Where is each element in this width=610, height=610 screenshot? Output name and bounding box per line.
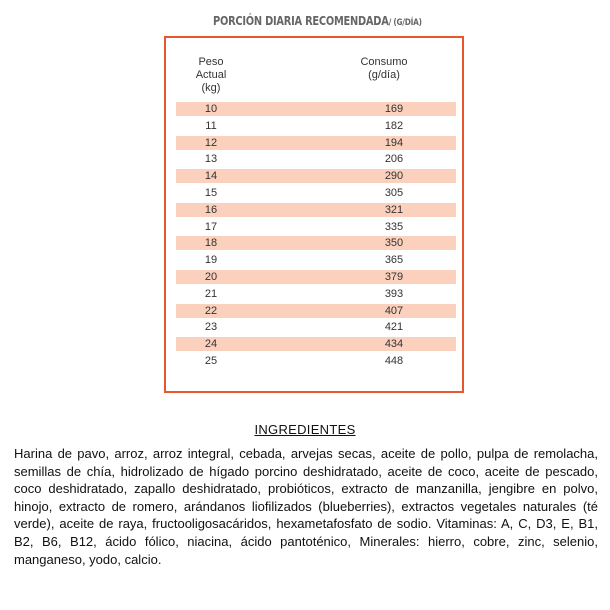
table-row (176, 304, 456, 318)
consumption-cell: 194 (384, 136, 404, 149)
table-row (176, 136, 456, 150)
feeding-table (164, 36, 464, 393)
consumption-cell: 290 (384, 170, 404, 183)
table-row (176, 287, 456, 301)
ingredients-heading: INGREDIENTES (254, 422, 356, 437)
table-row (176, 119, 456, 133)
page-title (213, 14, 422, 28)
weight-cell: 20 (204, 270, 218, 283)
consumption-cell: 448 (384, 354, 404, 367)
table-row (176, 253, 456, 267)
consumption-cell: 421 (384, 321, 404, 334)
consumption-cell: 393 (384, 287, 404, 300)
consumption-cell: 335 (384, 220, 404, 233)
table-row (176, 152, 456, 166)
consumption-cell: 182 (384, 119, 404, 132)
weight-header-line: Peso (198, 56, 224, 68)
weight-column-header (186, 56, 236, 95)
weight-cell: 23 (204, 321, 218, 334)
consumption-cell: 169 (384, 103, 404, 115)
weight-cell: 14 (204, 170, 218, 183)
title-main: PORCIÓN DIARIA RECOMENDADA (213, 14, 389, 28)
weight-cell: 22 (204, 304, 218, 317)
ingredients-text: Harina de pavo, arroz, arroz integral, cebada, arvejas secas, aceite de pollo, pulpa de remolacha, semillas de chía, hidrolizado de hígado porcino deshidratado, aceite de coco, aceite de pescado, coco deshidratado, zapallo deshidratado, probióticos, extracto de manzanilla, jengibre en polvo, hinojo, extracto de romero, arándanos liofilizados (blueberries), extractos vegetales naturales (té verde), aceite de raya, fructooligosacáridos, hexametafosfato de sodio. Vitaminas: A, C, D3, E, B1, B2, B6, B12, ácido fólico, niacina, ácido pantoténico, Minerales: hierro, cobre, zinc, selenio, manganeso, yodo, calcio. (14, 446, 598, 567)
weight-cell: 11 (205, 119, 217, 132)
weight-cell: 17 (204, 220, 218, 233)
table-row (176, 320, 456, 334)
weight-cell: 15 (204, 186, 218, 199)
weight-cell: 16 (204, 203, 218, 216)
weight-cell: 19 (204, 254, 218, 267)
weight-cell: 13 (204, 153, 218, 166)
consumption-cell: 407 (384, 304, 404, 317)
table-row (176, 203, 456, 217)
title-unit: / (G/DÍA) (388, 18, 422, 28)
table-row (176, 220, 456, 234)
consumption-header-line: (g/día) (368, 69, 400, 81)
weight-cell: 21 (204, 287, 218, 300)
table-row (176, 236, 456, 250)
weight-cell: 12 (204, 136, 218, 149)
weight-cell: 18 (204, 237, 218, 250)
consumption-cell: 350 (384, 237, 404, 250)
consumption-column-header (334, 56, 434, 82)
consumption-cell: 379 (384, 270, 404, 283)
table-body (176, 102, 456, 371)
table-row (176, 270, 456, 284)
table-row (176, 102, 456, 116)
table-row (176, 169, 456, 183)
consumption-cell: 434 (384, 338, 404, 351)
weight-header-line: Actual (195, 69, 227, 81)
weight-header-line: (kg) (201, 82, 221, 94)
weight-cell: 10 (204, 103, 218, 115)
table-row (176, 186, 456, 200)
consumption-cell: 305 (384, 186, 404, 199)
table-row (176, 337, 456, 351)
table-row (176, 354, 456, 368)
weight-cell: 24 (204, 338, 218, 351)
consumption-header-line: Consumo (360, 56, 408, 68)
consumption-cell: 206 (384, 153, 404, 166)
consumption-cell: 365 (384, 254, 404, 267)
weight-cell: 25 (204, 354, 218, 367)
consumption-cell: 321 (384, 203, 404, 216)
